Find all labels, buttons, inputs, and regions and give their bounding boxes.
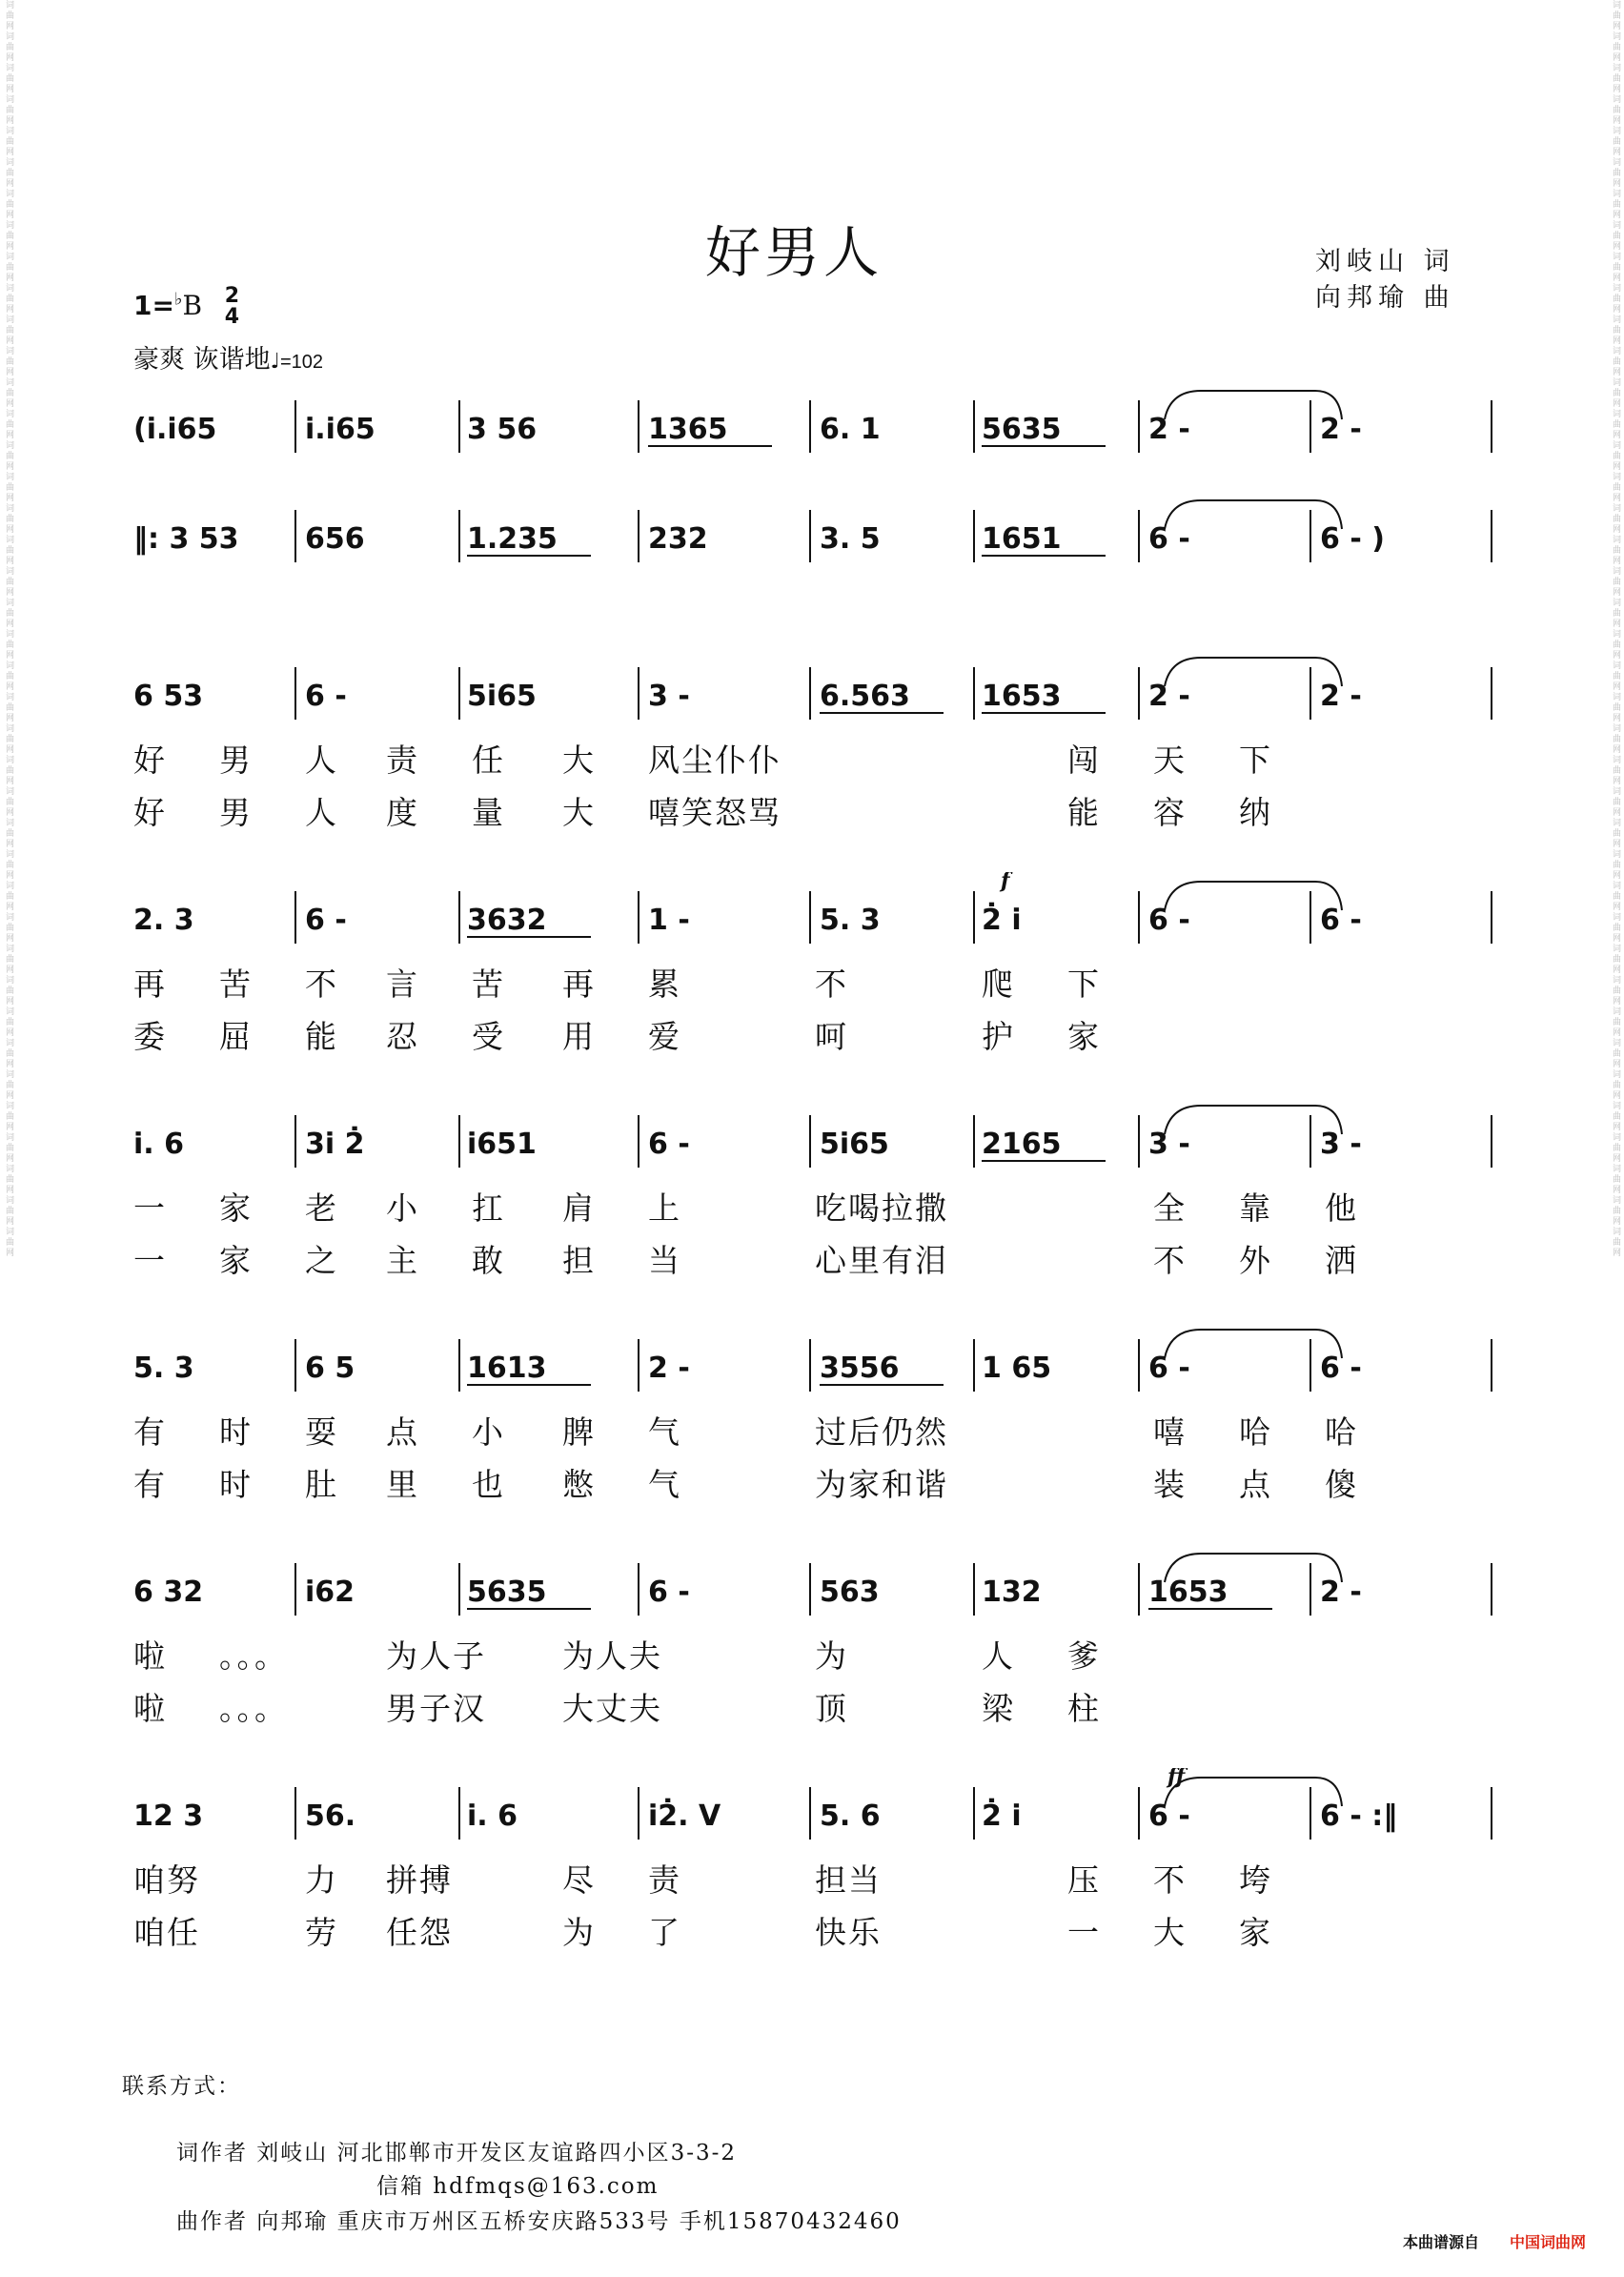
lyric-word: 时 [219, 1466, 253, 1503]
measure-notes: 6 - [648, 1576, 690, 1609]
song-title: 好男人 [705, 220, 883, 285]
measure-notes: 2 - [1320, 413, 1362, 446]
lyric-word: 点 [1239, 1466, 1272, 1503]
lyric-word: 一 [133, 1189, 167, 1227]
key-signature: 1=♭B 2 4 [133, 284, 240, 329]
lyric-word: 时 [219, 1413, 253, 1451]
lyric-word: 量 [472, 794, 505, 831]
measure-notes: 1365 [648, 413, 728, 446]
measure-notes: 3 - [648, 680, 690, 713]
lyric-word: 人 [305, 794, 338, 831]
lyric-word: 不 [815, 966, 848, 1003]
lyric-word: 再 [562, 966, 596, 1003]
measure-notes: 6 - :‖ [1320, 1799, 1398, 1833]
lyric-word: 。。。 [219, 1637, 288, 1675]
lyric-word: 装 [1153, 1466, 1187, 1503]
measure-notes: 6 - [1148, 1799, 1190, 1833]
measure-notes: 656 [305, 522, 365, 556]
lyric-word: 尽 [562, 1861, 596, 1899]
lyric-word: 好 [133, 742, 167, 779]
lyric-word: 力 [305, 1861, 338, 1899]
measure-notes: 6 - [1148, 1352, 1190, 1385]
lyric-word: 不 [1153, 1861, 1187, 1899]
measure-notes: 3556 [820, 1352, 900, 1385]
lyric-word: 了 [648, 1914, 681, 1951]
lyric-word: 男 [219, 794, 253, 831]
measure-notes: 1651 [982, 522, 1062, 556]
lyric-word: 人 [305, 742, 338, 779]
tie-arc [1165, 500, 1342, 529]
staff-line-5 [0, 1096, 1624, 1172]
dynamic-marking: f [1001, 872, 1010, 893]
lyric-word: 累 [648, 966, 681, 1003]
tie-arc [1165, 391, 1342, 419]
measure-notes: 3i̇ 2̇ [305, 1128, 365, 1161]
lyric-word: 人 [982, 1637, 1015, 1675]
measure-notes: i̇.i̇65 [305, 413, 376, 446]
lyric-word: 全 [1153, 1189, 1187, 1227]
lyric-word: 哈 [1325, 1413, 1358, 1451]
lyric-word: 度 [386, 794, 419, 831]
lyric-word: 呵 [815, 1018, 848, 1055]
lyric-word: 为人夫 [562, 1637, 662, 1675]
lyric-word: 容 [1153, 794, 1187, 831]
measure-notes: 2 - [648, 1352, 690, 1385]
lyric-word: 老 [305, 1189, 338, 1227]
measure-notes: 1 - [648, 904, 690, 937]
lyric-word: 不 [305, 966, 338, 1003]
composer-contact: 曲作者 向邦瑜 重庆市万州区五桥安庆路533号 手机15870432460 [176, 2209, 902, 2234]
lyric-word: 责 [386, 742, 419, 779]
measure-notes: 2. 3 [133, 904, 194, 937]
measure-notes: 2165 [982, 1128, 1062, 1161]
lyric-word: 大 [562, 794, 596, 831]
lyric-word: 之 [305, 1242, 338, 1279]
measure-notes: 3 - [1320, 1128, 1362, 1161]
measure-notes: 1653 [982, 680, 1062, 713]
measure-notes: 2̇ i̇ [982, 904, 1022, 937]
lyric-word: 肩 [562, 1189, 596, 1227]
measure-notes: 6 - [1320, 904, 1362, 937]
lyric-word: 责 [648, 1861, 681, 1899]
lyric-word: 过后仍然 [815, 1413, 948, 1451]
lyric-word: 任 [472, 742, 505, 779]
email-contact: 信箱 hdfmqs@163.com [376, 2174, 660, 2199]
measure-notes: i̇651 [467, 1128, 537, 1161]
measure-notes: 6 5 [305, 1352, 355, 1385]
measure-notes: 1613 [467, 1352, 547, 1385]
measure-notes: 6 - [1320, 1352, 1362, 1385]
measure-notes: (i̇.i̇65 [133, 413, 217, 446]
watermark-left: 词曲网词曲网词曲网词曲网词曲网词曲网词曲网词曲网词曲网词曲网词曲网词曲网词曲网词曲网词曲网词曲网词曲网词曲网词曲网词曲网词曲网词曲网词曲网词曲网词曲网词曲网词曲网词曲网词曲网词曲网词曲网词曲网词曲网词曲网词曲网词曲网词曲网词曲网词曲网词曲网 [4, 0, 13, 1258]
measure-notes: 5635 [982, 413, 1062, 446]
lyric-word: 爹 [1067, 1637, 1101, 1675]
measure-notes: i̇62 [305, 1576, 355, 1609]
measure-notes: 563 [820, 1576, 880, 1609]
measure-notes: 232 [648, 522, 708, 556]
footer-source: 本曲谱源自 [1403, 2233, 1480, 2251]
lyric-word: 嘻 [1153, 1413, 1187, 1451]
lyric-word: 任怨 [386, 1914, 453, 1951]
lyric-word: 为 [815, 1637, 848, 1675]
lyric-word: 小 [472, 1413, 505, 1451]
dynamic-marking: ff [1167, 1768, 1186, 1789]
lyric-word: 爬 [982, 966, 1015, 1003]
measure-notes: ‖: 3 53 [133, 522, 239, 556]
measure-notes: 5i̇65 [467, 680, 537, 713]
lyric-word: 好 [133, 794, 167, 831]
lyric-word: 啦 [133, 1690, 167, 1727]
lyric-word: 为家和谐 [815, 1466, 948, 1503]
measure-notes: 56. [305, 1799, 356, 1833]
staff-line-1 [0, 381, 1624, 457]
measure-notes: 2 - [1148, 413, 1190, 446]
lyric-word: 当 [648, 1242, 681, 1279]
lyric-word: 咱努 [133, 1861, 200, 1899]
lyric-word: 他 [1325, 1189, 1358, 1227]
lyric-word: 吃喝拉撒 [815, 1189, 948, 1227]
staff-line-6 [0, 1320, 1624, 1396]
footer-site-link[interactable]: 中国词曲网 [1510, 2233, 1587, 2251]
lyric-word: 忍 [386, 1018, 419, 1055]
measure-notes: 5635 [467, 1576, 547, 1609]
lyric-word: 苦 [472, 966, 505, 1003]
measure-notes: 5. 3 [820, 904, 881, 937]
lyric-word: 再 [133, 966, 167, 1003]
measure-notes: 6 - [1148, 522, 1190, 556]
measure-notes: 2̇ i̇ [982, 1799, 1022, 1833]
lyric-word: 言 [386, 966, 419, 1003]
lyric-word: 不 [1153, 1242, 1187, 1279]
measure-notes: i̇. 6 [467, 1799, 518, 1833]
measure-notes: 6 53 [133, 680, 204, 713]
lyric-word: 小 [386, 1189, 419, 1227]
measure-notes: 1 65 [982, 1352, 1052, 1385]
staff-line-7 [0, 1544, 1624, 1620]
measure-notes: 6 32 [133, 1576, 204, 1609]
measure-notes: 5i̇65 [820, 1128, 889, 1161]
lyric-word: 大 [1153, 1914, 1187, 1951]
lyric-word: 为 [562, 1914, 596, 1951]
contact-heading: 联系方式： [122, 2074, 241, 2099]
lyric-word: 敢 [472, 1242, 505, 1279]
measure-notes: 2 - [1320, 680, 1362, 713]
lyric-word: 纳 [1239, 794, 1272, 831]
lyric-word: 有 [133, 1466, 167, 1503]
tempo-marking: 豪爽 诙谐地♩=102 [133, 345, 324, 375]
lyric-word: 耍 [305, 1413, 338, 1451]
lyric-word: 下 [1067, 966, 1101, 1003]
lyric-word: 。。。 [219, 1690, 288, 1727]
lyric-word: 主 [386, 1242, 419, 1279]
lyric-word: 家 [1067, 1018, 1101, 1055]
staff-line-4 [0, 872, 1624, 948]
measure-notes: 3. 5 [820, 522, 881, 556]
lyric-word: 气 [648, 1466, 681, 1503]
lyric-word: 用 [562, 1018, 596, 1055]
lyric-word: 天 [1153, 742, 1187, 779]
tie-arc [1165, 1778, 1342, 1806]
tie-arc [1165, 1330, 1342, 1358]
lyric-word: 担 [562, 1242, 596, 1279]
lyric-word: 家 [219, 1242, 253, 1279]
lyric-word: 拼搏 [386, 1861, 453, 1899]
lyric-word: 苦 [219, 966, 253, 1003]
lyric-word: 咱任 [133, 1914, 200, 1951]
lyric-word: 下 [1239, 742, 1272, 779]
lyric-word: 心里有泪 [815, 1242, 948, 1279]
measure-notes: 2 - [1148, 680, 1190, 713]
measure-notes: 6 - [1148, 904, 1190, 937]
lyric-word: 风尘仆仆 [648, 742, 782, 779]
lyric-word: 委 [133, 1018, 167, 1055]
staff-line-2 [0, 491, 1624, 567]
lyric-word: 靠 [1239, 1189, 1272, 1227]
lyric-word: 梁 [982, 1690, 1015, 1727]
watermark-right: 词曲网词曲网词曲网词曲网词曲网词曲网词曲网词曲网词曲网词曲网词曲网词曲网词曲网词曲网词曲网词曲网词曲网词曲网词曲网词曲网词曲网词曲网词曲网词曲网词曲网词曲网词曲网词曲网词曲网词曲网词曲网词曲网词曲网词曲网词曲网词曲网词曲网词曲网词曲网词曲网 [1611, 0, 1620, 1258]
lyric-word: 洒 [1325, 1242, 1358, 1279]
lyric-word: 扛 [472, 1189, 505, 1227]
lyric-word: 男子汉 [386, 1690, 486, 1727]
measure-notes: 6 - [305, 680, 347, 713]
measure-notes: 12 3 [133, 1799, 204, 1833]
measure-notes: 6 - [648, 1128, 690, 1161]
lyric-word: 家 [1239, 1914, 1272, 1951]
tie-arc [1165, 658, 1342, 686]
measure-notes: 6 - [305, 904, 347, 937]
lyric-word: 能 [305, 1018, 338, 1055]
lyric-word: 屈 [219, 1018, 253, 1055]
lyric-word: 点 [386, 1413, 419, 1451]
lyric-word: 上 [648, 1189, 681, 1227]
measure-notes: 6.563 [820, 680, 910, 713]
lyric-word: 爱 [648, 1018, 681, 1055]
measure-notes: i̇2̇. V [648, 1799, 721, 1833]
lyric-word: 嘻笑怒骂 [648, 794, 782, 831]
lyric-word: 家 [219, 1189, 253, 1227]
measure-notes: 3 - [1148, 1128, 1190, 1161]
measure-notes: 3 56 [467, 413, 538, 446]
lyric-word: 护 [982, 1018, 1015, 1055]
measure-notes: 1.235 [467, 522, 558, 556]
lyric-word: 大 [562, 742, 596, 779]
composer-credit: 向邦瑜 曲 [1315, 283, 1455, 313]
lyric-word: 有 [133, 1413, 167, 1451]
measure-notes: 2 - [1320, 1576, 1362, 1609]
lyric-word: 担当 [815, 1861, 882, 1899]
measure-notes: 5. 3 [133, 1352, 194, 1385]
lyric-word: 哈 [1239, 1413, 1272, 1451]
measure-notes: 6. 1 [820, 413, 881, 446]
lyric-word: 能 [1067, 794, 1101, 831]
tie-arc [1165, 1106, 1342, 1134]
lyric-word: 快乐 [815, 1914, 882, 1951]
lyric-word: 顶 [815, 1690, 848, 1727]
lyric-word: 脾 [562, 1413, 596, 1451]
lyric-word: 闯 [1067, 742, 1101, 779]
staff-line-3 [0, 648, 1624, 724]
lyric-word: 压 [1067, 1861, 1101, 1899]
lyric-word: 垮 [1239, 1861, 1272, 1899]
lyric-word: 啦 [133, 1637, 167, 1675]
tie-arc [1165, 882, 1342, 910]
lyric-word: 大丈夫 [562, 1690, 662, 1727]
lyricist-credit: 刘岐山 词 [1315, 247, 1455, 276]
lyric-word: 男 [219, 742, 253, 779]
lyric-word: 憋 [562, 1466, 596, 1503]
lyric-word: 气 [648, 1413, 681, 1451]
lyricist-contact: 词作者 刘岐山 河北邯郸市开发区友谊路四小区3-3-2 [176, 2141, 738, 2165]
lyric-word: 一 [1067, 1914, 1101, 1951]
lyric-word: 为人子 [386, 1637, 486, 1675]
lyric-word: 一 [133, 1242, 167, 1279]
lyric-word: 傻 [1325, 1466, 1358, 1503]
lyric-word: 柱 [1067, 1690, 1101, 1727]
measure-notes: 5. 6 [820, 1799, 881, 1833]
lyric-word: 受 [472, 1018, 505, 1055]
measure-notes: i̇. 6 [133, 1128, 184, 1161]
lyric-word: 也 [472, 1466, 505, 1503]
measure-notes: 3632 [467, 904, 547, 937]
lyric-word: 劳 [305, 1914, 338, 1951]
measure-notes: 6 - ) [1320, 522, 1385, 556]
staff-line-8 [0, 1768, 1624, 1844]
lyric-word: 肚 [305, 1466, 338, 1503]
measure-notes: 132 [982, 1576, 1042, 1609]
lyric-word: 外 [1239, 1242, 1272, 1279]
lyric-word: 里 [386, 1466, 419, 1503]
measure-notes: 1653 [1148, 1576, 1228, 1609]
